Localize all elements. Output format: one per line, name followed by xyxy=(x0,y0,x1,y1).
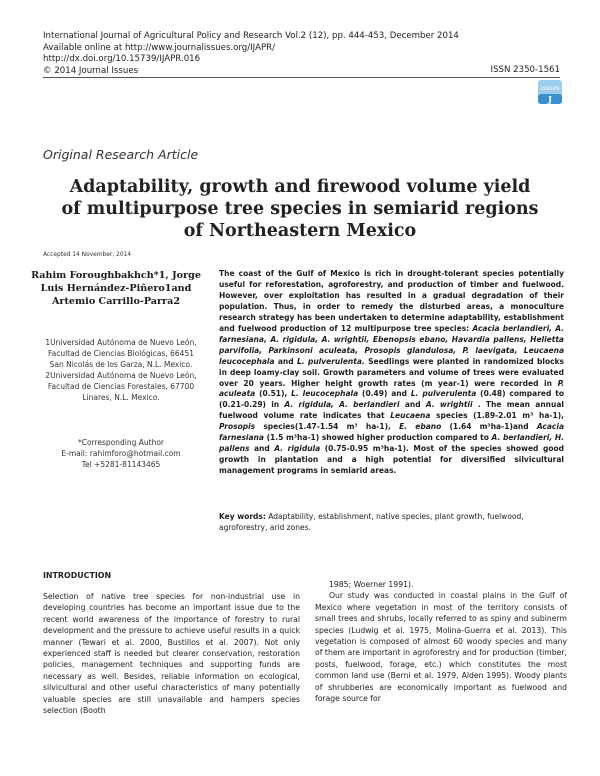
abstract xyxy=(219,269,564,477)
abstract-text: and xyxy=(249,444,275,454)
species-list: Acacia berlandieri, A. farnesiana, A. rigidula, A. wrightii, Ebenopsis ebano, Havardia pallens, Helietta parvifolia, Parkinsoni aculeata, Prosopis glandulosa, P. laevigata, Leucaena leucocephala xyxy=(219,323,564,366)
species-name: L. leucocephala xyxy=(291,389,359,399)
affiliations xyxy=(40,337,202,403)
journal-header xyxy=(43,31,459,77)
abstract-text: species (1.89-2.01 m³ ha-1), xyxy=(430,411,564,421)
paper-title: Adaptability, growth and firewood volume yield of multipurpose tree species in semiarid regions of Northeastern Mexico xyxy=(61,177,539,241)
abstract-text: and xyxy=(274,356,297,366)
abstract-text: The coast of the Gulf of Mexico is rich in drought-tolerant species potentially useful for reforestation, agroforestry, and production of timber and fuelwood. However, over exploitation has resulted in a gradual degradation of their population. Thus, in order to remedy the disturbed areas, a monoculture research strategy has been undertaken to determine adaptability, establishment and fuelwood production of 12 multipurpose tree species: xyxy=(219,269,564,333)
intro-paragraph: Selection of native tree species for non-industrial use in developing countries has become an important issue due to the recent world awareness of the importance of forestry to rural development and the pressure to achieve useful results in a quick manner (Tewari et al. 2000, Bustillos et al. 2007). Not only experienced staff is needed but clearer conservation, restoration policies, management techniques and supporting funds are necessary as well. Besides, reliable information on ecological, silvicultural and other useful characteristics of many potentially valuable species are still unavailable and hampers species selection (Booth xyxy=(43,592,300,716)
species-name: L. pulverulenta. xyxy=(297,356,365,366)
species-name: Leucaena xyxy=(390,411,431,421)
corr-label: *Corresponding Author xyxy=(77,438,165,447)
body-column-right xyxy=(315,579,567,704)
intro-paragraph: Our study was conducted in coastal plains in the Gulf of Mexico where vegetation in most of the territory consists of small trees and shrubs, locally referred to as spiny and subinerm species (Ludwig et al. 1975, Molina-Guerra et al. 2013). This vegetation is composed of almost 60 woody species and many of them are important in agroforestry and for production (timber, posts, fuelwood, forage, etc.) which constitutes the most common land use (Berni et al. 1979, Alden 1995). Woody plants of shrubberies are economically important as fuelwood and forage source for xyxy=(315,591,567,704)
species-name: P. aculeata xyxy=(219,378,564,399)
species-name: Acacia farnesiana xyxy=(219,422,565,443)
article-type: Original Research Article xyxy=(43,147,199,162)
affiliation-1: 1Universidad Autónoma de Nuevo León, Facultad de Ciencias Biológicas, 66451 San Nicolás de los Garza, N.L. Mexico. xyxy=(45,338,197,369)
copyright: © 2014 Journal Issues xyxy=(43,65,139,76)
corresponding-author xyxy=(40,437,202,470)
svg-text:J: J xyxy=(548,94,552,104)
affiliation-2: 2Universidad Autónoma de Nuevo León, Facultad de Ciencias Forestales, 67700 Linares, N.L. Mexico. xyxy=(45,371,197,402)
svg-text:issues: issues xyxy=(540,85,560,92)
body-column-left xyxy=(43,591,300,716)
corr-email[interactable]: E-mail: rahimforo@hotmail.com xyxy=(61,449,181,458)
journal-logo-icon xyxy=(538,80,562,104)
header-divider xyxy=(43,77,560,78)
abstract-text: . The mean annual fuelwood volume rate indicates that xyxy=(219,400,564,421)
section-heading: INTRODUCTION xyxy=(43,571,112,580)
abstract-text: and xyxy=(399,400,426,410)
abstract-text: (0.75-0.95 m³ha-1). Most of the species showed good growth in plantation and a high potential for diversified silvicultural management programs in semiarid areas. xyxy=(219,444,564,476)
intro-continuation: 1985; Woerner 1991). xyxy=(329,580,414,589)
doi-link[interactable]: http://dx.doi.org/10.15739/IJAPR.016 xyxy=(43,54,201,65)
abstract-text: species(1.47-1.54 m³ ha-1), xyxy=(255,422,400,432)
abstract-text: Seedlings were planted in randomized blocks in deep loamy-clay soil. Growth parameters and volume of trees were evaluated over 20 years. Higher height growth rates (m year-1) were recorded in xyxy=(219,356,564,388)
species-name: L. pulverulenta xyxy=(410,389,477,399)
corr-tel: Tel +5281-81143465 xyxy=(81,460,161,469)
species-name: A. rigidula, A. berlandieri xyxy=(284,400,400,410)
abstract-text: (0.51), xyxy=(255,389,292,399)
accepted-date: Accepted 14 November, 2014 xyxy=(43,252,132,258)
species-name: A. wrightii xyxy=(425,400,473,410)
keywords-label: Key words: xyxy=(219,512,266,521)
journal-citation: International Journal of Agricultural Policy and Research Vol.2 (12), pp. 444-453, December 2014 xyxy=(43,31,459,41)
author-list: Rahim Foroughbakhch*1, Jorge Luis Hernández-Piñero1and Artemio Carrillo-Parra2 xyxy=(31,270,201,307)
species-name: E. ebano xyxy=(399,422,442,432)
keywords xyxy=(219,511,564,533)
issn: ISSN 2350-1561 xyxy=(490,65,560,75)
abstract-text: (0.48) compared to (0.21-0.29) in xyxy=(219,389,564,410)
species-name: Prosopis xyxy=(219,422,256,432)
abstract-text: (1.5 m³ha-1) showed higher production compared to xyxy=(263,433,492,443)
available-online[interactable]: Available online at http://www.journalissues.org/IJAPR/ xyxy=(43,42,275,53)
abstract-text: (1.64 m³ha-1)and xyxy=(441,422,537,432)
species-name: A. rigidula xyxy=(274,444,321,454)
abstract-text: (0.49) and xyxy=(358,389,411,399)
species-name: A. berlandieri, H. pallens xyxy=(219,433,564,454)
keywords-text: Adaptability, establishment, native species, plant growth, fuelwood, agroforestry, arid zones. xyxy=(219,512,524,532)
